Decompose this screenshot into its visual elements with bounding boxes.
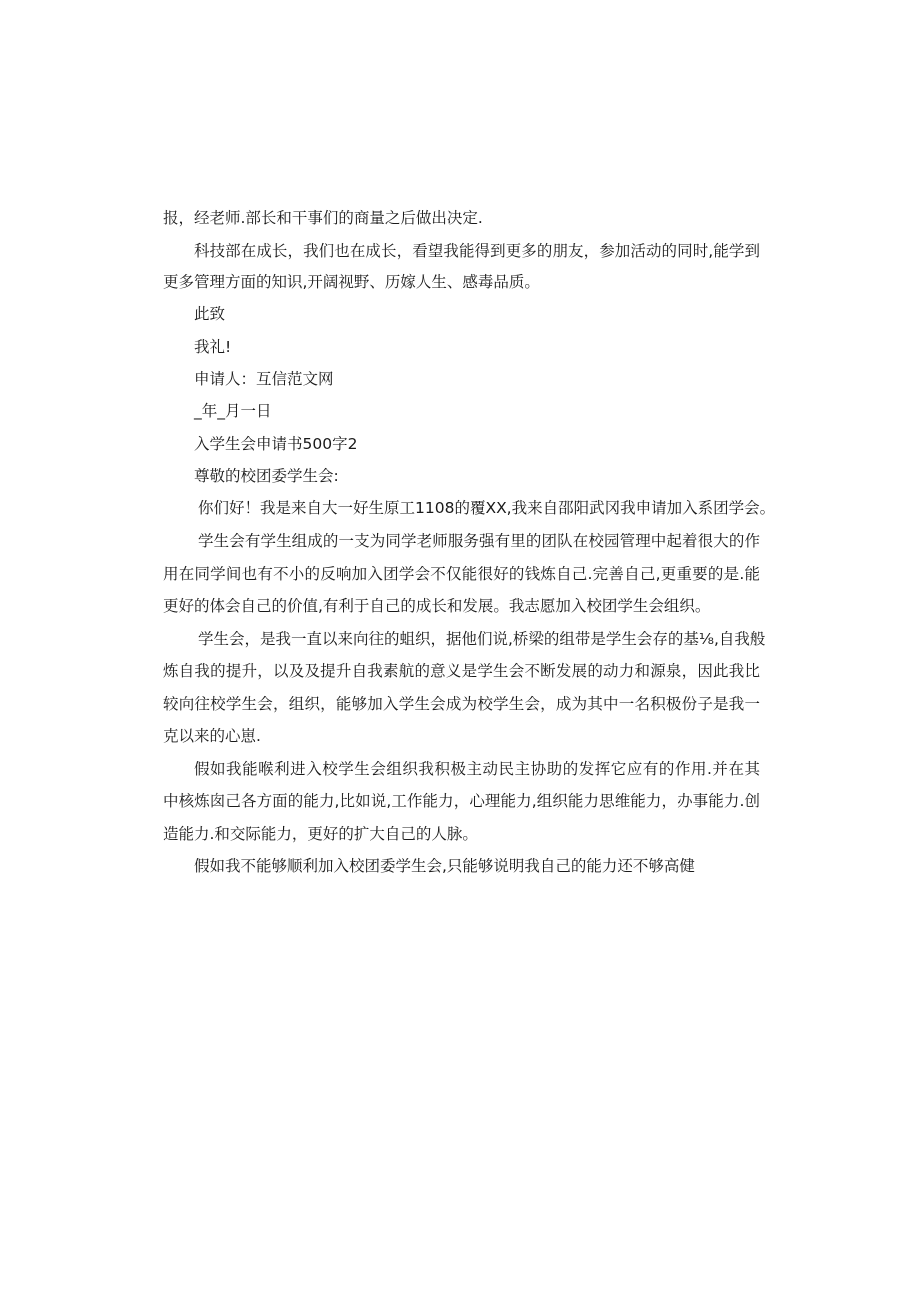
paragraph-line: 学生会，是我一直以来向往的蛆织，据他们说,桥梁的组带是学生会存的基⅛,自我般 (198, 630, 766, 648)
paragraph-line: 学生会有学生组成的一支为同学老师服务强有里的团队在校园管理中起着很大的作 (198, 532, 760, 550)
paragraph-line: 炼自我的提升，以及及提升自我素航的意义是学生会不断发展的动力和源泉，因此我比 (163, 662, 760, 680)
paragraph-line: 假如我不能够顺利加入校团委学生会,只能够说明我自己的能力还不够高健 (194, 857, 695, 875)
paragraph-line: 中核炼囱己各方面的能力,比如说,工作能力，心理能力,组织能力思维能力，办事能力.创 (163, 792, 760, 810)
paragraph-line: 较向往校学生会，组织，能够加入学生会成为校学生会，成为其中一名积极份子是我一 (163, 695, 760, 713)
paragraph-line: 更多管理方面的知识,开阔视野、历嫁人生、感毒品质。 (163, 273, 540, 291)
applicant-line: 申请人：互信范文网 (194, 370, 334, 388)
closing-salute: 我礼! (194, 338, 232, 356)
paragraph-line: 假如我能喉利进入校学生会组织我积极主动民主协助的发挥它应有的作用.并在其 (194, 760, 760, 778)
section-title: 入学生会申请书500字2 (194, 435, 358, 453)
date-line: _年_月一日 (194, 402, 272, 420)
closing-line: 此致 (194, 305, 226, 323)
paragraph-line: 报，经老师.部长和干事们的商量之后做出决定. (163, 209, 483, 227)
paragraph-line: 造能力.和交际能力，更好的扩大自己的人脉。 (163, 825, 478, 843)
paragraph-line: 更好的体会自己的价值,有利于自己的成长和发展。我志愿加入校团学生会组织。 (163, 597, 711, 615)
paragraph-line: 克以来的心崽. (163, 727, 261, 745)
paragraph-line: 科技部在成长，我们也在成长，看望我能得到更多的朋友，参加活动的同时,能学到 (194, 242, 760, 260)
paragraph-line: 用在同学间也有不小的反响加入团学会不仅能很好的钱炼自己.完善自己,更重要的是.能 (163, 565, 760, 583)
salutation: 尊敬的校团委学生会: (194, 467, 339, 485)
paragraph-line: 你们好！我是来自大一好生原工1108的覆XX,我来自邵阳武冈我申请加入系团学会。 (198, 499, 776, 517)
